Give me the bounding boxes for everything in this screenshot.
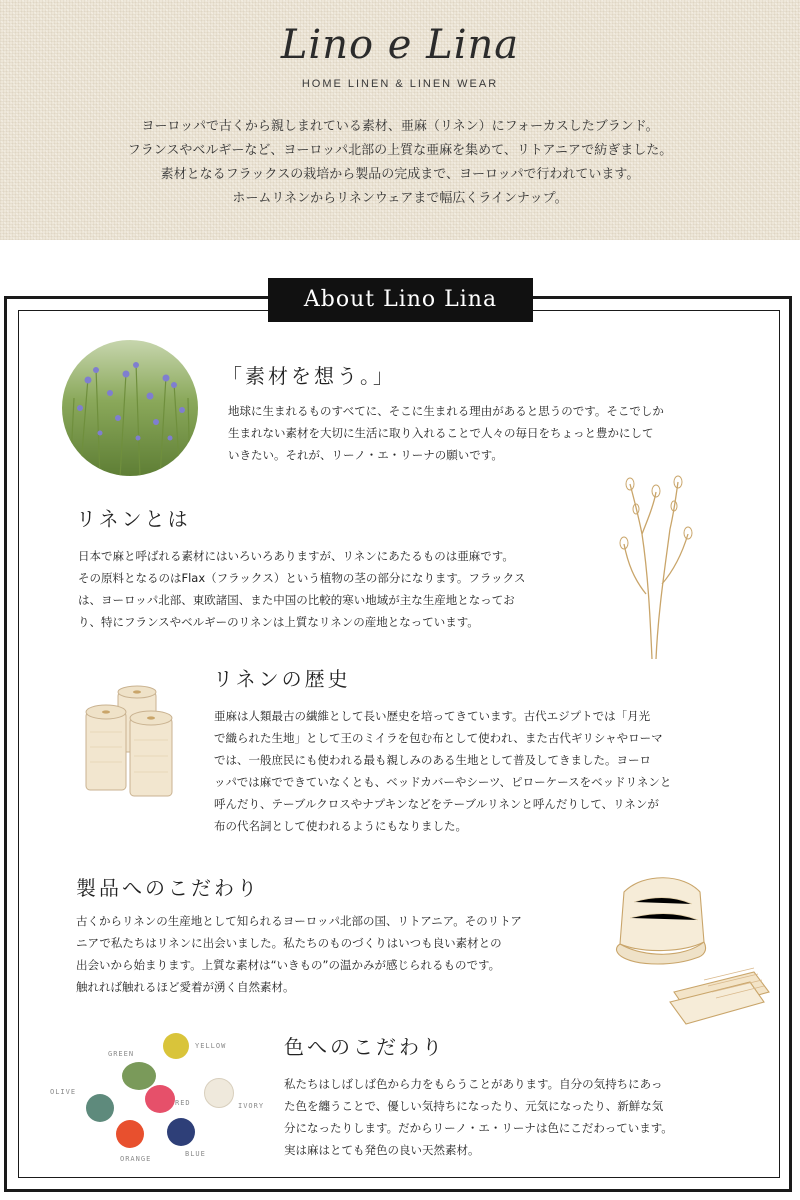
body-line: 触れれば触れるほど愛着が湧く自然素材。 — [76, 980, 295, 994]
swatch-olive — [86, 1094, 114, 1122]
swatch-label-blue: BLUE — [185, 1150, 206, 1158]
brand-tagline: HOME LINEN & LINEN WEAR — [301, 78, 499, 90]
body-line: ッパでは麻でできていなくとも、ベッドカバーやシーツ、ピローケースをベッドリネンと — [214, 775, 672, 789]
intro-text — [40, 115, 760, 211]
swatch-ivory — [204, 1078, 234, 1108]
section-body-what-is-linen — [78, 545, 526, 633]
about-heading: About Lino Lina — [268, 278, 533, 322]
body-line: 出会いから始まります。上質な素材は“いきもの”の温かみが感じられるものです。 — [76, 958, 501, 972]
swatch-label-red: RED — [175, 1099, 191, 1107]
intro-line: 素材となるフラックスの栽培から製品の完成まで、ヨーロッパで行われています。 — [160, 167, 640, 182]
swatch-blue — [167, 1118, 195, 1146]
flax-field-photo — [60, 338, 200, 478]
thread-spools-illustration — [78, 682, 188, 807]
intro-line: フランスやベルギーなど、ヨーロッパ北部の上質な亜麻を集めて、リトアニアで紡ぎました。 — [127, 143, 673, 158]
body-line: り、特にフランスやベルギーのリネンは上質なリネンの産地となっています。 — [78, 615, 479, 629]
body-line: 布の代名詞として使われるようにもなりました。 — [214, 819, 467, 833]
body-line: では、一般庶民にも使われる最も親しみのある生地として普及してきました。ヨーロ — [214, 753, 651, 767]
section-title-linen-history: リネンの歴史 — [213, 667, 351, 691]
swatch-yellow — [163, 1033, 189, 1059]
body-line: 亜麻は人類最古の繊維として長い歴史を培ってきています。古代エジプトでは「月光 — [214, 709, 651, 723]
swatch-label-yellow: YELLOW — [195, 1042, 227, 1050]
swatch-red — [145, 1085, 175, 1113]
swatch-label-green: GREEN — [108, 1050, 135, 1058]
section-body-material — [228, 400, 664, 466]
swatch-label-olive: OLIVE — [50, 1088, 77, 1096]
body-line: 古くからリネンの生産地として知られるヨーロッパ北部の国、リトアニア。そのリトア — [76, 914, 522, 928]
section-title-material: 「素材を想う。」 — [222, 364, 396, 388]
body-line: 実は麻はとても発色の良い天然素材。 — [284, 1143, 480, 1157]
body-line: で織られた生地」として王のミイラを包む布として使われ、また古代ギリシャやローマ — [214, 731, 663, 745]
body-line: その原料となるのはFlax（フラックス）という植物の茎の部分になります。フラックス — [78, 571, 526, 585]
body-line: 日本で麻と呼ばれる素材にはいろいろありますが、リネンにあたるものは亜麻です。 — [78, 549, 514, 563]
swatch-green — [122, 1062, 156, 1090]
body-line: いきたい。それが、リーノ・エ・リーナの願いです。 — [228, 448, 503, 462]
intro-line: ホームリネンからリネンウェアまで幅広くラインナップ。 — [232, 191, 568, 206]
section-title-color: 色へのこだわり — [284, 1035, 445, 1059]
body-line: た色を纏うことで、優しい気持ちになったり、元気になったり、新鮮な気 — [284, 1099, 664, 1113]
section-body-color — [284, 1073, 673, 1161]
flax-plant-illustration — [612, 474, 702, 659]
body-line: 呼んだり、テーブルクロスやナプキンなどをテーブルリネンと呼んだりして、リネンが — [214, 797, 659, 811]
swatch-label-ivory: IVORY — [238, 1102, 265, 1110]
body-line: ニアで私たちはリネンに出会いました。私たちのものづくりはいつも良い素材との — [76, 936, 502, 950]
swatch-label-orange: ORANGE — [120, 1155, 152, 1163]
body-line: 生まれない素材を大切に生活に取り入れることで人々の毎日をちょっと豊かにして — [228, 426, 654, 440]
body-line: は、ヨーロッパ北部、東欧諸国、また中国の比較的寒い地域が主な生産地となってお — [78, 593, 515, 607]
linen-products-illustration — [604, 862, 774, 1032]
section-title-what-is-linen: リネンとは — [76, 507, 191, 531]
header-banner — [0, 0, 800, 240]
section-body-linen-history — [214, 705, 671, 837]
body-line: 私たちはしばしば色から力をもらうことがあります。自分の気持ちにあっ — [284, 1077, 663, 1091]
intro-line: ヨーロッパで古くから親しまれている素材、亜麻（リネン）にフォーカスしたブランド。 — [141, 119, 659, 134]
section-title-product: 製品へのこだわり — [76, 876, 260, 900]
body-line: 地球に生まれるものすべてに、そこに生まれる理由があると思うのです。そこでしか — [228, 404, 664, 418]
brand-logo: Lino e Lina — [280, 22, 520, 68]
swatch-orange — [116, 1120, 144, 1148]
section-body-product — [76, 910, 522, 998]
body-line: 分になったりします。だからリーノ・エ・リーナは色にこだわっています。 — [284, 1121, 673, 1135]
